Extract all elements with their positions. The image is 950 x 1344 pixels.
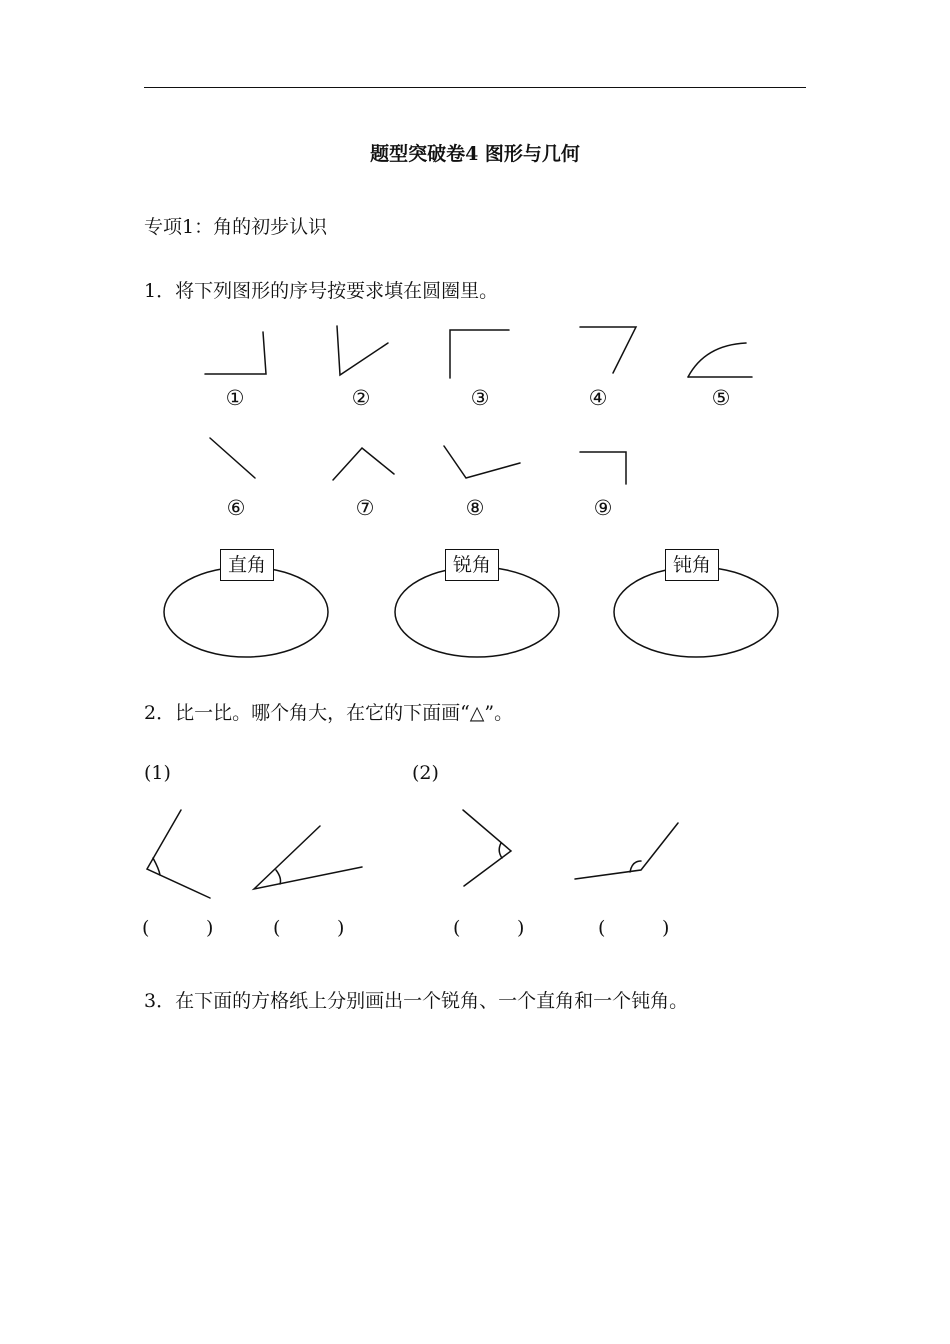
paren-open: ( — [142, 917, 150, 939]
answer-blank-3[interactable] — [453, 917, 525, 939]
figure-label-7: ⑦ — [355, 496, 375, 520]
question-2-part-1: (1) — [144, 762, 171, 784]
paren-close: ) — [517, 917, 525, 939]
paren-close: ) — [206, 917, 214, 939]
figure-6-line — [210, 438, 255, 478]
answer-blank-1[interactable] — [142, 917, 214, 939]
figure-label-5: ⑤ — [711, 386, 731, 410]
figure-8-angle — [444, 446, 520, 478]
answer-blank-4[interactable] — [598, 917, 670, 939]
figure-label-6: ⑥ — [226, 496, 246, 520]
answer-blank-2[interactable] — [273, 917, 345, 939]
page-title: 题型突破卷4 图形与几何 — [370, 143, 580, 165]
figure-label-2: ② — [351, 386, 371, 410]
figure-7-angle — [333, 448, 394, 480]
figure-label-1: ① — [225, 386, 245, 410]
figure-2-angle — [337, 326, 388, 375]
figure-3-angle — [450, 330, 509, 378]
section-heading: 专项1：角的初步认识 — [144, 216, 328, 238]
paren-open: ( — [453, 917, 461, 939]
question-3-text: 3．在下面的方格纸上分别画出一个锐角、一个直角和一个钝角。 — [144, 990, 689, 1012]
figure-label-4: ④ — [588, 386, 608, 410]
question-1-text: 1．将下列图形的序号按要求填在圆圈里。 — [144, 280, 499, 302]
figure-5-curve — [688, 343, 746, 377]
q2-2-angle-a-arc — [499, 843, 502, 858]
figure-label-3: ③ — [470, 386, 490, 410]
q2-2-angle-a — [463, 810, 511, 886]
category-acute-angle: 锐角 — [445, 549, 499, 581]
figure-4-angle — [580, 327, 636, 373]
category-right-angle: 直角 — [220, 549, 274, 581]
paren-close: ) — [662, 917, 670, 939]
q2-1-angle-b — [254, 826, 362, 889]
figure-label-9: ⑨ — [593, 496, 613, 520]
q2-1-angle-b-arc — [276, 870, 281, 884]
figure-1-angle — [205, 332, 266, 374]
figure-9-angle — [580, 452, 626, 484]
paren-close: ) — [337, 917, 345, 939]
figure-label-8: ⑧ — [465, 496, 485, 520]
q2-2-angle-b — [575, 823, 678, 879]
q2-1-angle-a — [147, 810, 210, 898]
question-2-text: 2．比一比。哪个角大，在它的下面画“△”。 — [144, 702, 514, 724]
category-obtuse-angle: 钝角 — [665, 549, 719, 581]
paren-open: ( — [273, 917, 281, 939]
question-2-part-2: (2) — [412, 762, 439, 784]
paren-open: ( — [598, 917, 606, 939]
